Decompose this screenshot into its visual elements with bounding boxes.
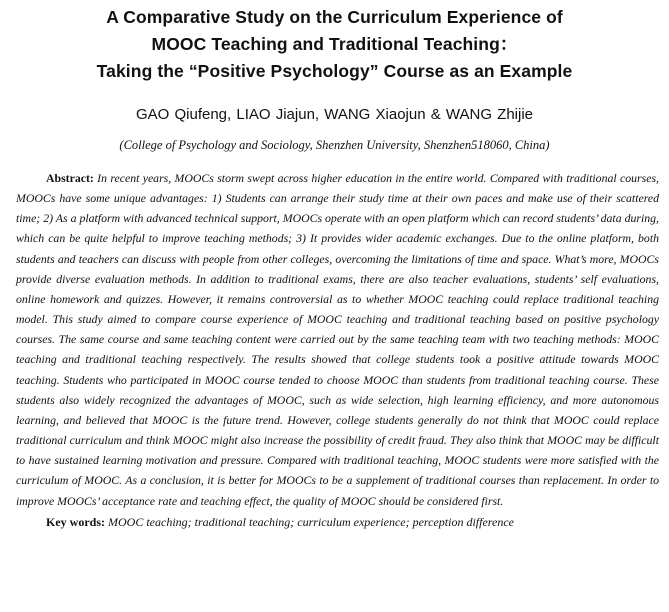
author-list: GAO Qiufeng, LIAO Jiajun, WANG Xiaojun & WANG Zhijie	[135, 106, 534, 123]
abstract-text: In recent years, MOOCs storm swept across higher education in the entire world. Compared with traditional courses, MOOCs have some unique advantages: 1) Students can arrange their study time at their own paces and make use of their scattered time; 2) As a platform with advanced technical support, MOOCs operate with an open platform which can record students’ data during, which can be quite helpful to improve teaching methods; 3) It provides wider academic exchanges. Due to the online platform, both students and teachers can discuss with people from other colleges, overcoming the limitations of time and space. What’s more, MOOCs provide diverse evaluation methods. In addition to traditional exams, there are also teacher evaluations, students’ self evaluations, online homework and quizzes. However, it remains controversial as to whether MOOC teaching could replace traditional teaching model. This study aimed to compare course experience of MOOC teaching and traditional teaching based on positive psychology courses. The same course and same teaching content were carried out by the same teaching team with two teaching methods: MOOC teaching and traditional teaching respectively. The results showed that college students took a positive attitude towards MOOC teaching. Students who participated in MOOC course tended to choose MOOC than students from traditional teaching course. These students also widely recognized the advantages of MOOC, such as wide selection, high learning efficiency, and more autonomous learning, and believed that MOOC is the future trend. However, college students generally do not think that MOOC could replace traditional curriculum and think MOOC might also increase the possibility of credit fraud. They also think that MOOC may be difficult to have sustained learning motivation and pressure. Compared with traditional teaching, MOOC students were more satisfied with the curriculum of MOOC. As a conclusion, it is better for MOOCs to be a supplement of traditional courses than replacement. In order to improve MOOCs’ acceptance rate and teaching effect, the quality of MOOC should be considered first.	[16, 171, 659, 508]
abstract	[16, 168, 659, 511]
keywords-text: MOOC teaching; traditional teaching; curriculum experience; perception difference	[105, 514, 514, 529]
affiliation: (College of Psychology and Sociology, Shenzhen University, Shenzhen518060, China)	[119, 138, 550, 152]
title-line: Taking the “Positive Psychology” Course as an Example	[96, 61, 573, 81]
title-line: A Comparative Study on the Curriculum Experience of	[106, 7, 563, 27]
keywords-label: Key words:	[46, 514, 105, 529]
keywords	[46, 512, 659, 532]
paper-title	[0, 4, 669, 85]
title-line: MOOC Teaching and Traditional Teaching：	[151, 34, 518, 54]
abstract-label: Abstract:	[46, 171, 94, 185]
